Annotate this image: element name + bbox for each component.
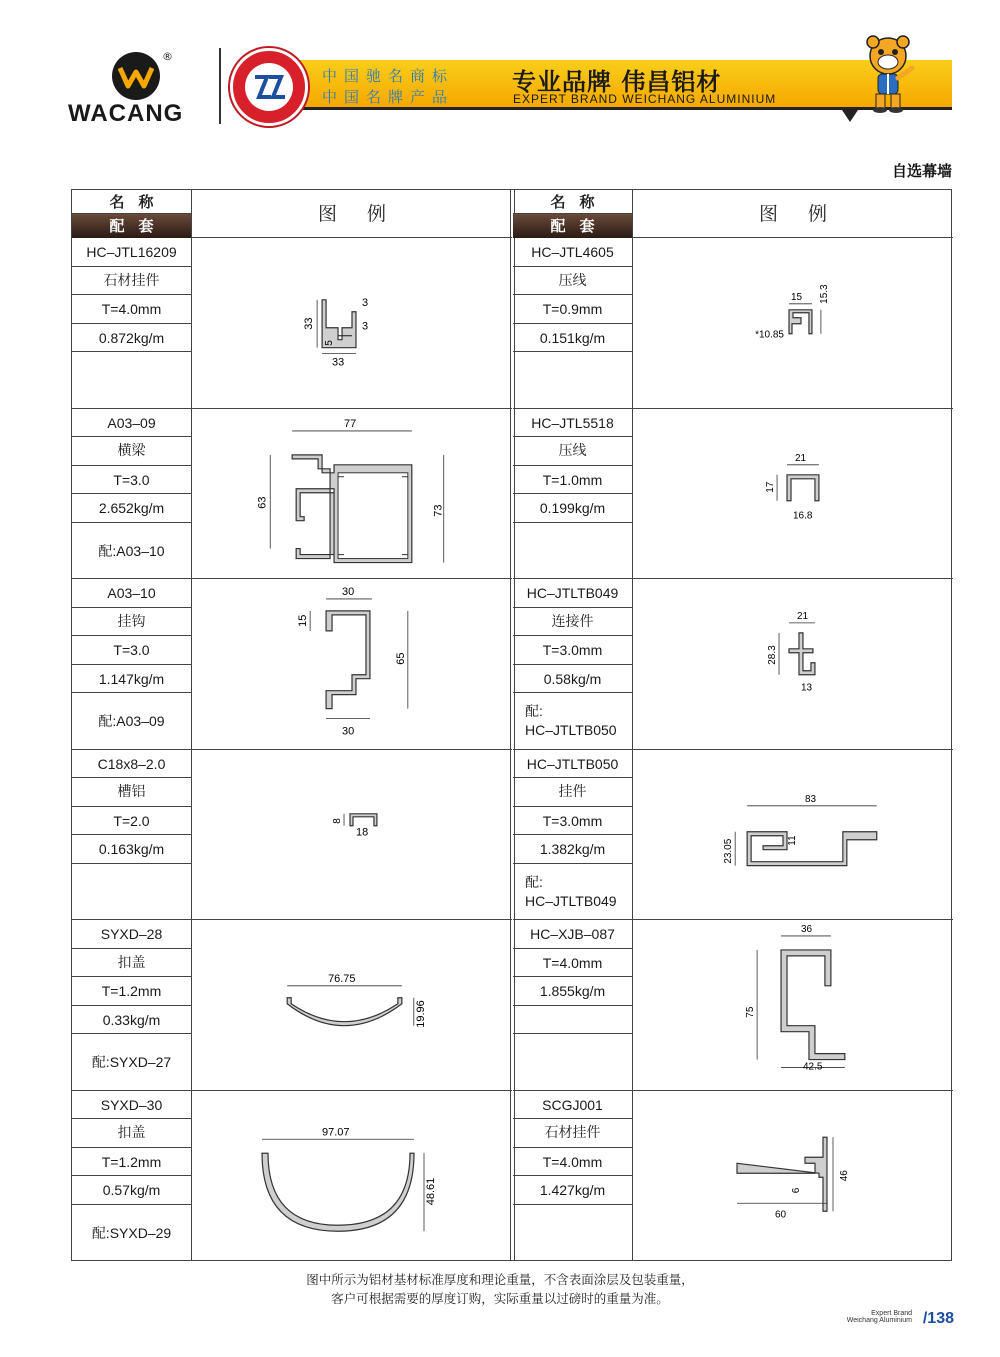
dim-label: 65 [394,652,407,665]
product-thickness: T=4.0mm [72,295,191,324]
dim-label: 36 [800,923,813,935]
product-row [513,579,953,750]
product-pair [513,864,632,920]
dim-label: 15 [297,614,310,627]
dim-label: 21 [796,610,809,622]
product-code: A03–10 [72,579,191,608]
dim-label: 28.3 [767,645,779,665]
product-weight: 0.57kg/m [72,1176,191,1205]
product-weight: 0.163kg/m [72,835,191,864]
header-figure: 图例 [317,203,416,225]
product-pair [513,693,632,749]
dim-label: 30 [342,585,355,598]
header-name: 名称 [72,190,192,214]
product-thickness: T=4.0mm [513,949,632,978]
profile-drawing [633,750,953,920]
product-row [72,238,512,409]
dim-label: 97.07 [322,1125,350,1138]
product-code: SYXD–28 [72,920,191,949]
profile-drawing [192,238,512,408]
dim-label: 77 [344,417,357,430]
product-weight: 0.33kg/m [72,1006,191,1035]
dim-label: 23.05 [723,838,735,864]
product-code: HC–XJB–087 [513,920,632,949]
product-thickness: T=1.2mm [72,1148,191,1177]
section-title: 自选幕墙 [891,162,952,180]
profile-drawing [633,409,953,579]
product-code: HC–JTL5518 [513,409,632,438]
product-weight: 0.58kg/m [513,665,632,694]
product-row [72,409,512,580]
dim-label: 30 [342,725,355,738]
dim-label: 19.96 [414,1000,427,1028]
product-name: 横梁 [72,437,191,466]
profile-drawing [633,579,953,749]
product-code: SCGJ001 [513,1091,632,1120]
dim-label: 18 [355,826,369,839]
dim-label: 13 [800,682,813,694]
banner-subtitle: EXPERT BRAND WEICHANG ALUMINIUM [513,92,777,106]
product-name: 压线 [513,267,632,296]
company-logo [68,48,213,128]
product-name: 扣盖 [72,1119,191,1148]
product-code: HC–JTL4605 [513,238,632,267]
profile-drawing [192,1091,512,1262]
pair-label: 配: [525,703,543,719]
product-pair: 配:SYXD–29 [91,1224,172,1241]
product-thickness: T=3.0 [72,636,191,665]
product-row [513,238,953,409]
header-pair: 配套 [72,214,192,238]
product-weight: 2.652kg/m [72,494,191,523]
footnote-line2: 客户可根据需要的厚度订购，实际重量以过磅时的重量为准。 [331,1291,669,1306]
product-thickness: T=2.0 [72,807,191,836]
dim-label: 46 [839,1169,850,1181]
dim-label: 75 [745,1006,757,1018]
dim-label: 15.3 [818,284,830,304]
product-weight: 0.151kg/m [513,324,632,353]
product-name: 连接件 [513,608,632,637]
page-number: /138 [922,1310,954,1327]
table-header [513,190,953,238]
logo-text: WACANG [68,100,184,127]
profile-drawing [633,238,953,408]
wacang-logo-icon [112,52,160,100]
product-name: 石材挂件 [72,267,191,296]
right-column [513,190,953,1260]
product-pair [513,523,632,579]
footnote-line1: 图中所示为铝材基材标准厚度和理论重量，不含表面涂层及包装重量， [306,1272,694,1287]
product-thickness: T=3.0mm [513,636,632,665]
product-row [513,1091,953,1262]
product-thickness: T=4.0mm [513,1148,632,1177]
product-pair: 配:A03–09 [98,713,165,729]
dim-label: 76.75 [328,972,356,985]
profile-drawing [192,579,512,749]
product-name: 扣盖 [72,949,191,978]
profile-drawing [192,750,512,920]
footer-brand-line2: Weichang Aluminium [846,1317,912,1324]
product-weight: 1.147kg/m [72,665,191,694]
product-row [72,579,512,750]
dim-label: 8 [332,817,344,824]
product-weight: 1.382kg/m [513,835,632,864]
profile-drawing [633,920,953,1090]
tiger-mascot-icon [858,34,918,118]
product-pair [513,1034,632,1090]
product-thickness: T=0.9mm [513,295,632,324]
product-pair: 配:A03–10 [98,542,165,559]
product-code: A03–09 [72,409,191,438]
product-row [513,920,953,1091]
product-pair: 配:SYXD–27 [91,1054,172,1070]
product-weight: 0.872kg/m [72,324,191,353]
dim-label: 42.5 [802,1061,823,1073]
product-name: 槽铝 [72,778,191,807]
footnote [0,1270,1000,1308]
profile-drawing [192,920,512,1090]
brand-seal-icon [230,48,308,126]
footer-brand-line1: Expert Brand [871,1310,912,1317]
product-pair [72,864,191,920]
product-pair [72,352,191,408]
product-code: HC–JTLTB050 [513,750,632,779]
dim-label: 33 [303,317,316,330]
product-row [513,750,953,921]
product-weight: 1.855kg/m [513,977,632,1006]
banner-cn-text [322,66,454,108]
dim-label: 5 [324,340,336,346]
dim-label: 48.61 [425,1177,437,1205]
product-code: C18x8–2.0 [72,750,191,779]
product-code: HC–JTLTB049 [513,579,632,608]
dim-label: 33 [332,356,345,369]
product-pair [513,1205,632,1261]
left-column [72,190,512,1260]
profile-drawing [192,409,512,579]
registered-mark: ® [162,50,173,63]
header-figure: 图例 [758,203,857,225]
header-pair: 配套 [513,214,633,238]
dim-label: 63 [256,496,269,509]
product-thickness: T=1.0mm [513,466,632,495]
footer-brand [822,1310,912,1324]
dim-label: 17 [765,481,777,493]
dim-label: 3 [361,320,369,333]
product-row [513,409,953,580]
product-weight: 1.427kg/m [513,1176,632,1205]
header-divider [219,48,221,124]
product-table [71,189,952,1261]
product-name: 挂件 [513,778,632,807]
table-header [72,190,512,238]
dim-label: 60 [775,1208,787,1220]
product-name: 石材挂件 [513,1119,632,1148]
product-weight: 0.199kg/m [513,494,632,523]
product-blank [513,1006,632,1035]
pair-label: 配: [525,873,543,890]
product-thickness: T=1.2mm [72,977,191,1006]
dim-label: 6 [791,1187,802,1193]
product-name: 挂钩 [72,608,191,637]
dim-label: 3 [361,296,369,309]
product-name: 压线 [513,437,632,466]
banner-cn-line1: 中国驰名商标 [322,67,455,85]
product-row [72,920,512,1091]
dim-label: 83 [804,793,817,805]
product-thickness: T=3.0mm [513,807,632,836]
dim-label: *10.85 [755,329,784,341]
pair-code: HC–JTLTB050 [525,722,617,738]
dim-label: 21 [794,452,807,464]
banner-cn-line2: 中国名牌产品 [322,88,455,106]
product-code: SYXD–30 [72,1091,191,1120]
pair-code: HC–JTLTB049 [525,892,617,909]
product-row [72,1091,512,1262]
product-row [72,750,512,921]
product-thickness: T=3.0 [72,466,191,495]
dim-label: 73 [432,503,445,517]
banner-notch [842,110,858,122]
dim-label: 15 [791,291,803,303]
product-code: HC–JTL16209 [72,238,191,267]
product-pair [513,352,632,408]
dim-label: 11 [786,834,798,846]
header-name: 名称 [513,190,633,214]
banner-title: 专业品牌 伟昌铝材 [512,68,722,96]
profile-drawing [633,1091,953,1262]
dim-label: 16.8 [793,510,813,522]
